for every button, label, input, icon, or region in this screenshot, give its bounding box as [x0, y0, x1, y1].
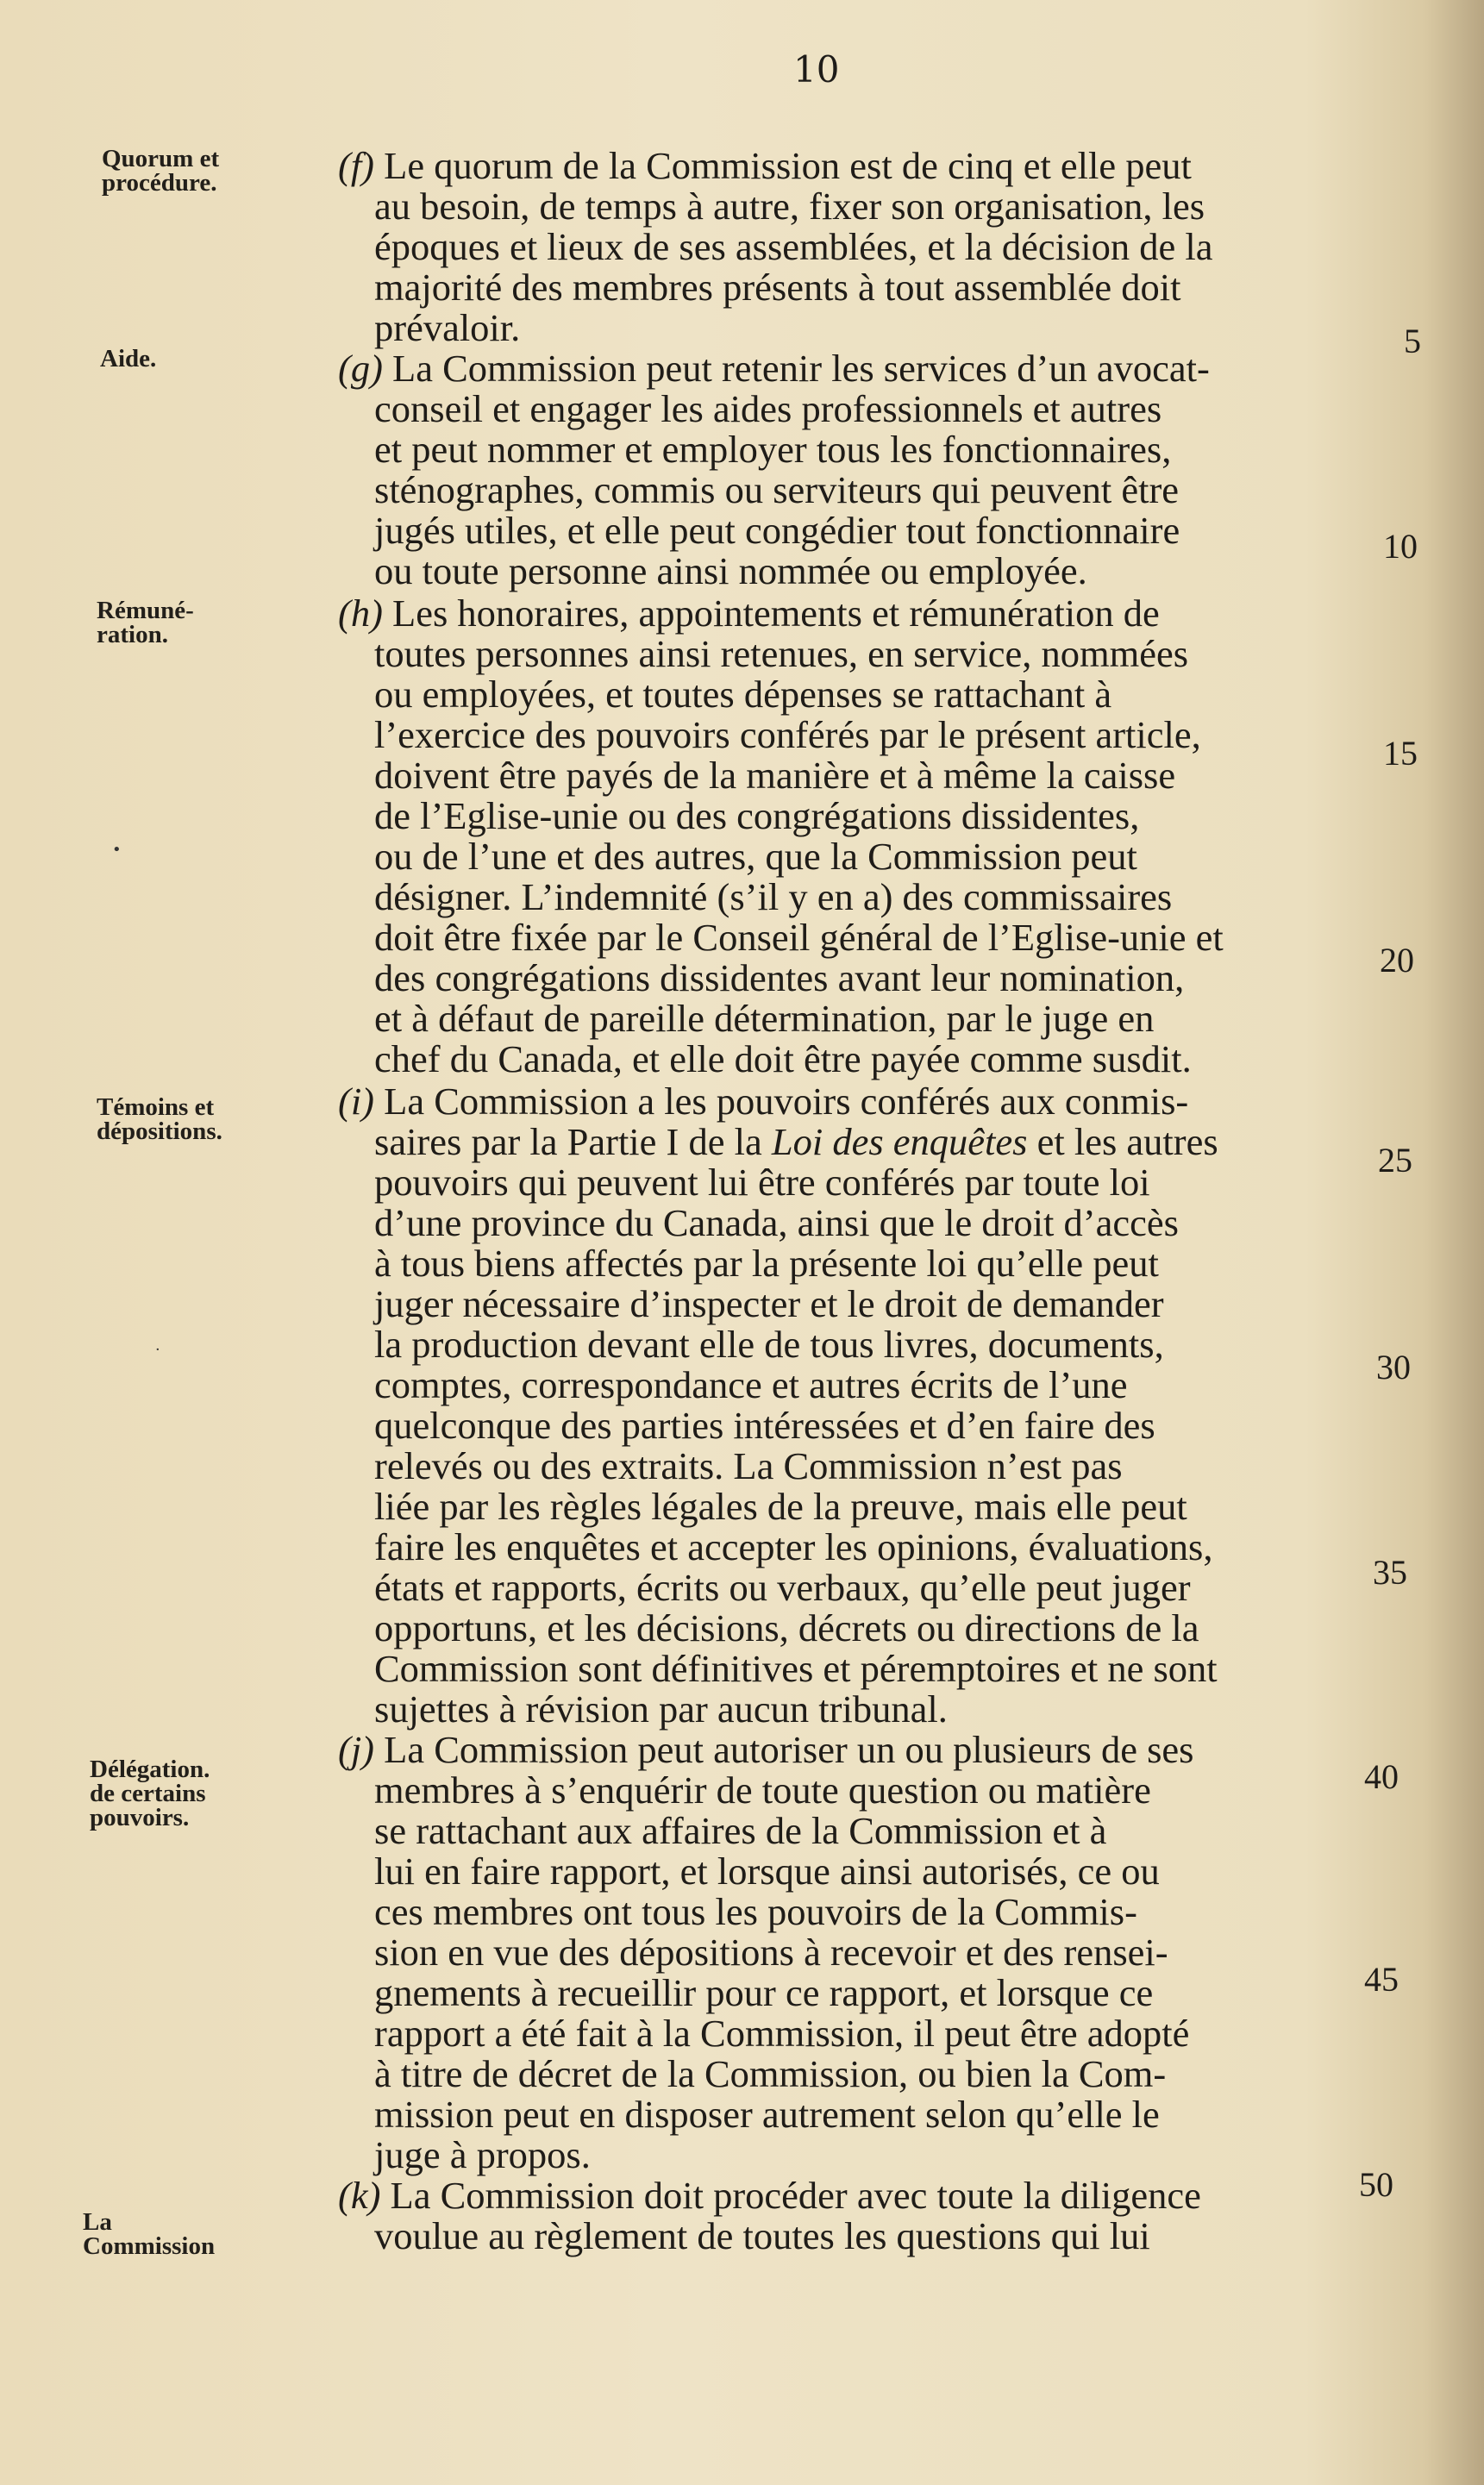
text-line: [374, 1607, 1199, 1649]
text-line: [338, 347, 1210, 389]
line-text: ou employées, et toutes dépenses se rattachant à: [374, 673, 1112, 716]
text-line: [374, 2215, 1150, 2257]
line-number: 50: [1359, 2165, 1393, 2204]
text-line: [374, 633, 1188, 674]
line-text: juge à propos.: [374, 2133, 591, 2176]
line-text: des congrégations dissidentes avant leur nomination,: [374, 956, 1185, 999]
text-line: [374, 795, 1139, 836]
decorative-speck: •: [112, 841, 122, 859]
text-line: [338, 1080, 1188, 1122]
line-text: ces membres ont tous les pouvoirs de la Commis-: [374, 1890, 1137, 1933]
line-text: à tous biens affectés par la présente loi qu’elle peut: [374, 1242, 1159, 1285]
decorative-speck: ·: [155, 1341, 160, 1359]
line-number: 35: [1373, 1553, 1407, 1592]
text-line: [374, 1161, 1150, 1203]
text-line: [374, 1202, 1179, 1243]
line-text: majorité des membres présents à tout assemblée doit: [374, 266, 1181, 309]
line-text: prévaloir.: [374, 306, 521, 349]
text-line: [374, 1121, 1218, 1162]
line-text: de l’Eglise-unie ou des congrégations dissidentes,: [374, 794, 1140, 837]
line-text: d’une province du Canada, ainsi que le droit d’accès: [374, 1201, 1179, 1244]
text-line: [374, 1931, 1168, 1973]
line-text: membres à s’enquérir de toute question ou matière: [374, 1768, 1151, 1812]
line-text: l’exercice des pouvoirs conférés par le présent article,: [374, 713, 1201, 756]
margin-note-quorum: [102, 147, 219, 195]
line-text: opportuns, et les décisions, décrets ou directions de la: [374, 1606, 1199, 1649]
line-text: sion en vue des dépositions à recevoir et des rensei-: [374, 1931, 1168, 1974]
line-text: au besoin, de temps à autre, fixer son organisation, les: [374, 185, 1205, 228]
line-text: Les honoraires, appointements et rémunération de: [382, 592, 1160, 635]
text-line: [374, 2134, 591, 2175]
page-number: 10: [793, 48, 840, 91]
margin-note-line: dépositions.: [97, 1117, 222, 1145]
line-text: et peut nommer et employer tous les fonctionnaires,: [374, 428, 1172, 471]
line-text: Le quorum de la Commission est de cinq et elle peut: [374, 144, 1192, 187]
line-text: et à défaut de pareille détermination, par le juge en: [374, 997, 1155, 1040]
text-line: [374, 2094, 1160, 2135]
margin-note-line: Aide.: [100, 345, 157, 372]
text-line: [374, 917, 1224, 958]
text-line: [374, 998, 1154, 1039]
line-number: 20: [1380, 941, 1414, 980]
line-text: juger nécessaire d’inspecter et le droit de demander: [374, 1282, 1164, 1325]
text-line: [374, 1567, 1191, 1608]
text-line: [374, 388, 1162, 429]
text-line: [374, 1445, 1123, 1487]
paragraph-label: (f): [338, 144, 375, 187]
text-line: [374, 510, 1180, 551]
margin-note-commission: [83, 2210, 215, 2258]
text-line: [374, 673, 1111, 715]
line-text: la production devant elle de tous livres, documents,: [374, 1323, 1164, 1366]
text-line: [374, 2012, 1189, 2054]
text-line: [374, 1405, 1155, 1446]
line-text: comptes, correspondance et autres écrits de l’une: [374, 1363, 1128, 1406]
text-line: [338, 2175, 1201, 2216]
text-line: [374, 1526, 1212, 1568]
line-text: Commission sont définitives et péremptoires et ne sont: [374, 1647, 1218, 1690]
line-text: états et rapports, écrits ou verbaux, qu’elle peut juger: [374, 1566, 1191, 1609]
line-text: pouvoirs qui peuvent lui être conférés par toute loi: [374, 1161, 1150, 1204]
line-number: 25: [1378, 1141, 1412, 1180]
text-line: [338, 1729, 1193, 1770]
line-text: gnements à recueillir pour ce rapport, et lorsque ce: [374, 1971, 1154, 2014]
line-text: doivent être payés de la manière et à même la caisse: [374, 754, 1176, 797]
line-text: sujettes à révision par aucun tribunal.: [374, 1687, 948, 1731]
line-text: sténographes, commis ou serviteurs qui peuvent être: [374, 468, 1180, 511]
margin-note-line: La: [83, 2208, 112, 2236]
line-number: 5: [1404, 322, 1421, 360]
text-line: [338, 145, 1192, 186]
text-line: [374, 957, 1184, 998]
line-text: jugés utiles, et elle peut congédier tout fonctionnaire: [374, 509, 1180, 552]
text-line: [374, 185, 1205, 227]
line-text: doit être fixée par le Conseil général de l’Eglise-unie et: [374, 916, 1224, 959]
line-text: La Commission doit procéder avec toute la diligence: [380, 2174, 1201, 2217]
line-text: ou toute personne ainsi nommée ou employée.: [374, 549, 1087, 592]
line-text: La Commission peut retenir les services d’un avocat-: [382, 347, 1210, 390]
margin-note-line: ration.: [97, 621, 168, 648]
margin-note-line: Témoins et: [97, 1093, 215, 1121]
line-text: relevés ou des extraits. La Commission n’est pas: [374, 1444, 1123, 1487]
text-line: [374, 1891, 1137, 1932]
text-line: [374, 1364, 1128, 1405]
line-number: 40: [1364, 1757, 1399, 1796]
paragraph-label: (j): [338, 1728, 375, 1771]
line-number: 30: [1376, 1348, 1411, 1386]
line-text: quelconque des parties intéressées et d’en faire des: [374, 1404, 1155, 1447]
line-text: mission peut en disposer autrement selon qu’elle le: [374, 2093, 1160, 2136]
line-number: 15: [1383, 734, 1418, 773]
margin-note-delegation: [90, 1757, 210, 1830]
text-line: [374, 1769, 1151, 1811]
line-number: 45: [1364, 1960, 1399, 1999]
text-line: [374, 836, 1137, 877]
line-text: ou de l’une et des autres, que la Commission peut: [374, 835, 1137, 878]
line-text: conseil et engager les aides professionnels et autres: [374, 387, 1162, 430]
line-text: liée par les règles légales de la preuve, mais elle peut: [374, 1485, 1187, 1528]
text-line: [374, 1688, 948, 1730]
line-text: lui en faire rapport, et lorsque ainsi autorisés, ce ou: [374, 1850, 1160, 1893]
line-text: à titre de décret de la Commission, ou bien la Com-: [374, 2052, 1167, 2095]
italic-title: Loi des enquêtes: [771, 1120, 1028, 1163]
text-line: [374, 754, 1175, 796]
line-text: toutes personnes ainsi retenues, en service, nommées: [374, 632, 1189, 675]
line-text: chef du Canada, et elle doit être payée comme susdit.: [374, 1037, 1192, 1080]
text-line: [374, 550, 1087, 592]
text-line: [374, 714, 1201, 755]
line-text: La Commission a les pouvoirs conférés aux conmis-: [374, 1080, 1189, 1123]
margin-note-line: Commission: [83, 2232, 216, 2260]
margin-note-line: procédure.: [102, 169, 217, 197]
text-line: [374, 307, 520, 348]
text-line: [374, 1283, 1164, 1324]
paragraph-label: (k): [338, 2174, 381, 2217]
text-line: [374, 266, 1180, 308]
paragraph-label: (h): [338, 592, 383, 635]
margin-note-line: pouvoirs.: [90, 1804, 190, 1831]
margin-note-remuneration: [97, 598, 194, 647]
line-text: époques et lieux de ses assemblées, et la décision de la: [374, 225, 1213, 268]
line-number: 10: [1383, 527, 1418, 566]
text-line: [374, 2053, 1166, 2094]
line-text: La Commission peut autoriser un ou plusieurs de ses: [374, 1728, 1194, 1771]
line-text: voulue au règlement de toutes les questions qui lui: [374, 2214, 1150, 2257]
text-line: [374, 876, 1172, 917]
margin-note-temoins: [97, 1095, 222, 1143]
paragraph-label: (i): [338, 1080, 375, 1123]
text-line: [374, 1850, 1160, 1892]
text-line: [374, 1486, 1187, 1527]
text-line: [338, 592, 1160, 634]
margin-note-aide: [100, 347, 156, 371]
text-line: [374, 469, 1179, 510]
margin-note-line: Rémuné-: [97, 597, 194, 624]
line-text: faire les enquêtes et accepter les opinions, évaluations,: [374, 1525, 1213, 1568]
text-line: [374, 429, 1171, 470]
text-line: [374, 1038, 1192, 1080]
line-text-after: et les autres: [1027, 1120, 1218, 1163]
line-text: rapport a été fait à la Commission, il peut être adopté: [374, 2012, 1190, 2055]
margin-note-line: Quorum et: [102, 145, 220, 172]
line-text: saires par la Partie I de la: [374, 1120, 772, 1163]
text-line: [374, 226, 1213, 267]
line-text: désigner. L’indemnité (s’il y en a) des commissaires: [374, 875, 1173, 918]
paragraph-label: (g): [338, 347, 383, 390]
text-line: [374, 1648, 1218, 1689]
line-text: se rattachant aux affaires de la Commission et à: [374, 1809, 1107, 1852]
text-line: [374, 1324, 1164, 1365]
text-line: [374, 1242, 1159, 1284]
text-line: [374, 1972, 1153, 2013]
margin-note-line: Délégation.: [90, 1756, 210, 1783]
margin-note-line: de certains: [90, 1780, 206, 1807]
text-line: [374, 1810, 1106, 1851]
